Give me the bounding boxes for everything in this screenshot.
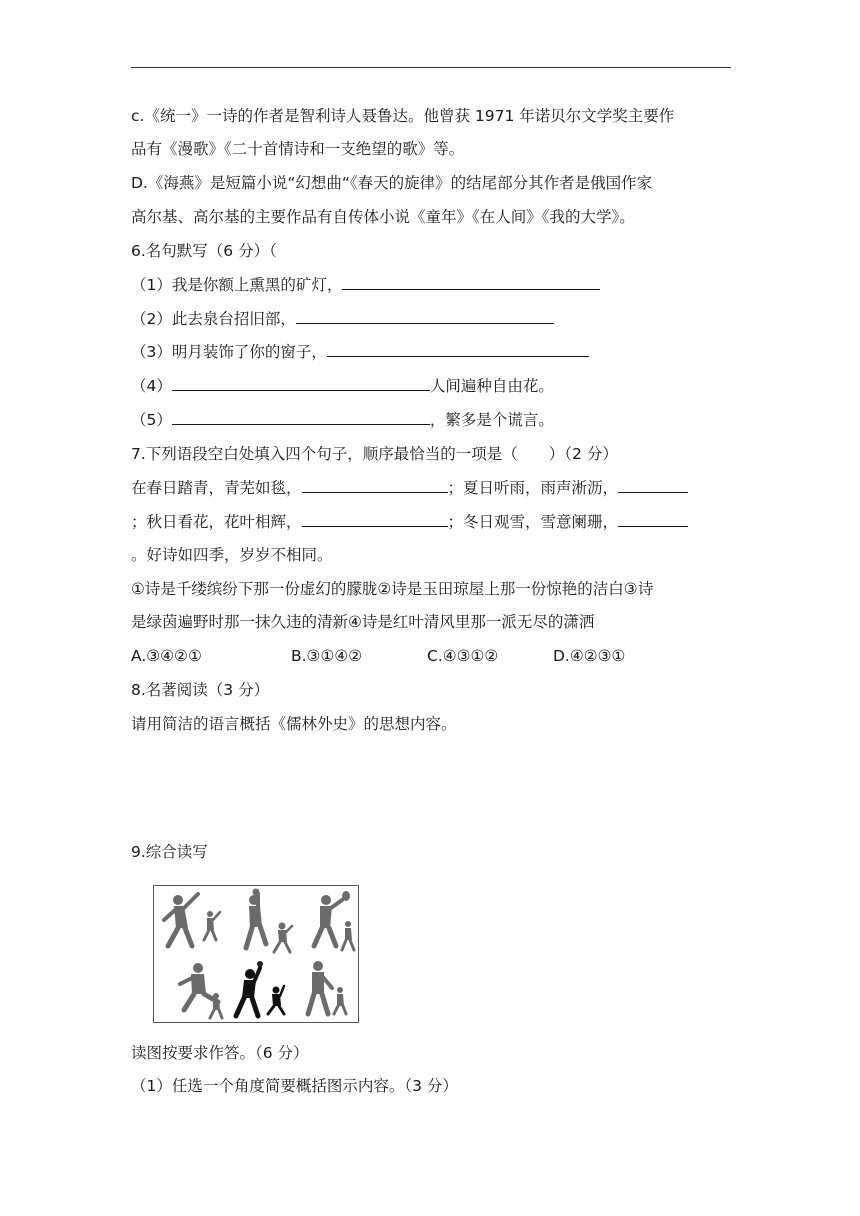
q7-option-b[interactable]: B.③①④② bbox=[291, 647, 363, 665]
header-rule bbox=[131, 67, 731, 68]
q7-passage-text: ；夏日听雨，雨声淅沥， bbox=[447, 479, 619, 497]
answer-blank[interactable] bbox=[296, 309, 554, 324]
answer-blank[interactable] bbox=[342, 275, 600, 290]
q7-option-d[interactable]: D.④②③① bbox=[553, 647, 626, 665]
q6-item-2 bbox=[131, 309, 554, 329]
q7-option-c[interactable]: C.④③①② bbox=[427, 647, 499, 665]
q6-item-3-text: （3）明月装饰了你的窗子， bbox=[131, 343, 327, 361]
answer-blank[interactable] bbox=[172, 410, 430, 425]
q8-prompt: 请用简洁的语言概括《儒林外史》的思想内容。 bbox=[131, 715, 457, 733]
q7-passage-line1 bbox=[131, 478, 688, 498]
q6-item-3 bbox=[131, 342, 589, 362]
q8-title: 8.名著阅读（3 分） bbox=[131, 681, 270, 699]
answer-blank[interactable] bbox=[302, 512, 448, 527]
child-silhouette-icon bbox=[274, 923, 292, 953]
q6-item-5 bbox=[131, 410, 554, 430]
q6-item-2-text: （2）此去泉台招旧部， bbox=[131, 310, 296, 328]
q7-passage-text: ；秋日看花，花叶相辉， bbox=[131, 513, 302, 531]
q9-title: 9.综合读写 bbox=[131, 843, 208, 861]
q6-item-4-text: 人间遍种自由花。 bbox=[429, 377, 554, 395]
adult-silhouette-icon bbox=[164, 894, 198, 946]
q7-sentences-line2: 是绿茵遍野时那一抹久违的清新④诗是红叶清风里那一派无尽的潇洒 bbox=[131, 613, 595, 631]
q6-item-5-text: ，繁多是个谎言。 bbox=[429, 411, 554, 429]
child-silhouette-icon bbox=[334, 987, 346, 1014]
q5-option-d-line2: 高尔基、高尔基的主要作品有自传体小说《童年》《在人间》《我的大学》。 bbox=[131, 208, 635, 226]
q6-item-4 bbox=[131, 376, 554, 396]
child-silhouette-icon bbox=[204, 911, 220, 940]
q5-option-c-line2: 品有《漫歌》《二十首情诗和一支绝望的歌》等。 bbox=[131, 140, 465, 158]
answer-blank[interactable] bbox=[618, 512, 688, 527]
answer-blank[interactable] bbox=[327, 342, 589, 357]
q6-title: 6.名句默写（6 分）（ bbox=[131, 242, 277, 260]
q6-item-4-num: （4） bbox=[131, 377, 172, 395]
q7-passage-text: ；冬日观雪，雪意阑珊， bbox=[447, 513, 619, 531]
answer-blank[interactable] bbox=[302, 478, 448, 493]
sports-silhouettes-figure bbox=[153, 885, 359, 1023]
silhouettes-drawing bbox=[154, 886, 358, 1022]
q6-item-1-text: （1）我是你额上熏黑的矿灯， bbox=[131, 276, 343, 294]
child-silhouette-icon bbox=[268, 986, 284, 1014]
q5-option-c-line1: c.《统一》一诗的作者是智利诗人聂鲁达。他曾获 1971 年诺贝尔文学奖主要作 bbox=[131, 107, 675, 125]
q6-item-5-num: （5） bbox=[131, 411, 172, 429]
q9-subquestion-1: （1）任选一个角度简要概括图示内容。（3 分） bbox=[131, 1077, 458, 1095]
q7-sentences-line1: ①诗是千缕缤纷下那一份虚幻的朦胧②诗是玉田琼屋上那一份惊艳的洁白③诗 bbox=[131, 580, 654, 598]
adult-silhouette-icon bbox=[314, 891, 350, 946]
answer-blank[interactable] bbox=[172, 376, 430, 391]
child-silhouette-icon bbox=[342, 921, 354, 950]
answer-blank[interactable] bbox=[618, 478, 688, 493]
adult-silhouette-icon bbox=[246, 889, 266, 949]
adult-silhouette-icon bbox=[236, 968, 260, 1016]
q7-title: 7.下列语段空白处填入四个句子，顺序最恰当的一项是（ ）（2 分） bbox=[131, 445, 618, 463]
adult-silhouette-icon bbox=[180, 963, 218, 1010]
adult-silhouette-icon bbox=[308, 961, 332, 1014]
q9-instruction: 读图按要求作答。（6 分） bbox=[131, 1044, 309, 1062]
q7-option-a[interactable]: A.③④②① bbox=[131, 647, 202, 665]
q7-passage-line3: 。好诗如四季，岁岁不相同。 bbox=[131, 546, 333, 564]
q7-passage-line2 bbox=[131, 512, 688, 532]
q6-item-1 bbox=[131, 275, 600, 295]
q5-option-d-line1: D.《海燕》是短篇小说“幻想曲“《春天的旋律》的结尾部分其作者是俄国作家 bbox=[131, 174, 653, 192]
q7-passage-text: 在春日踏青，青芜如毯， bbox=[131, 479, 302, 497]
